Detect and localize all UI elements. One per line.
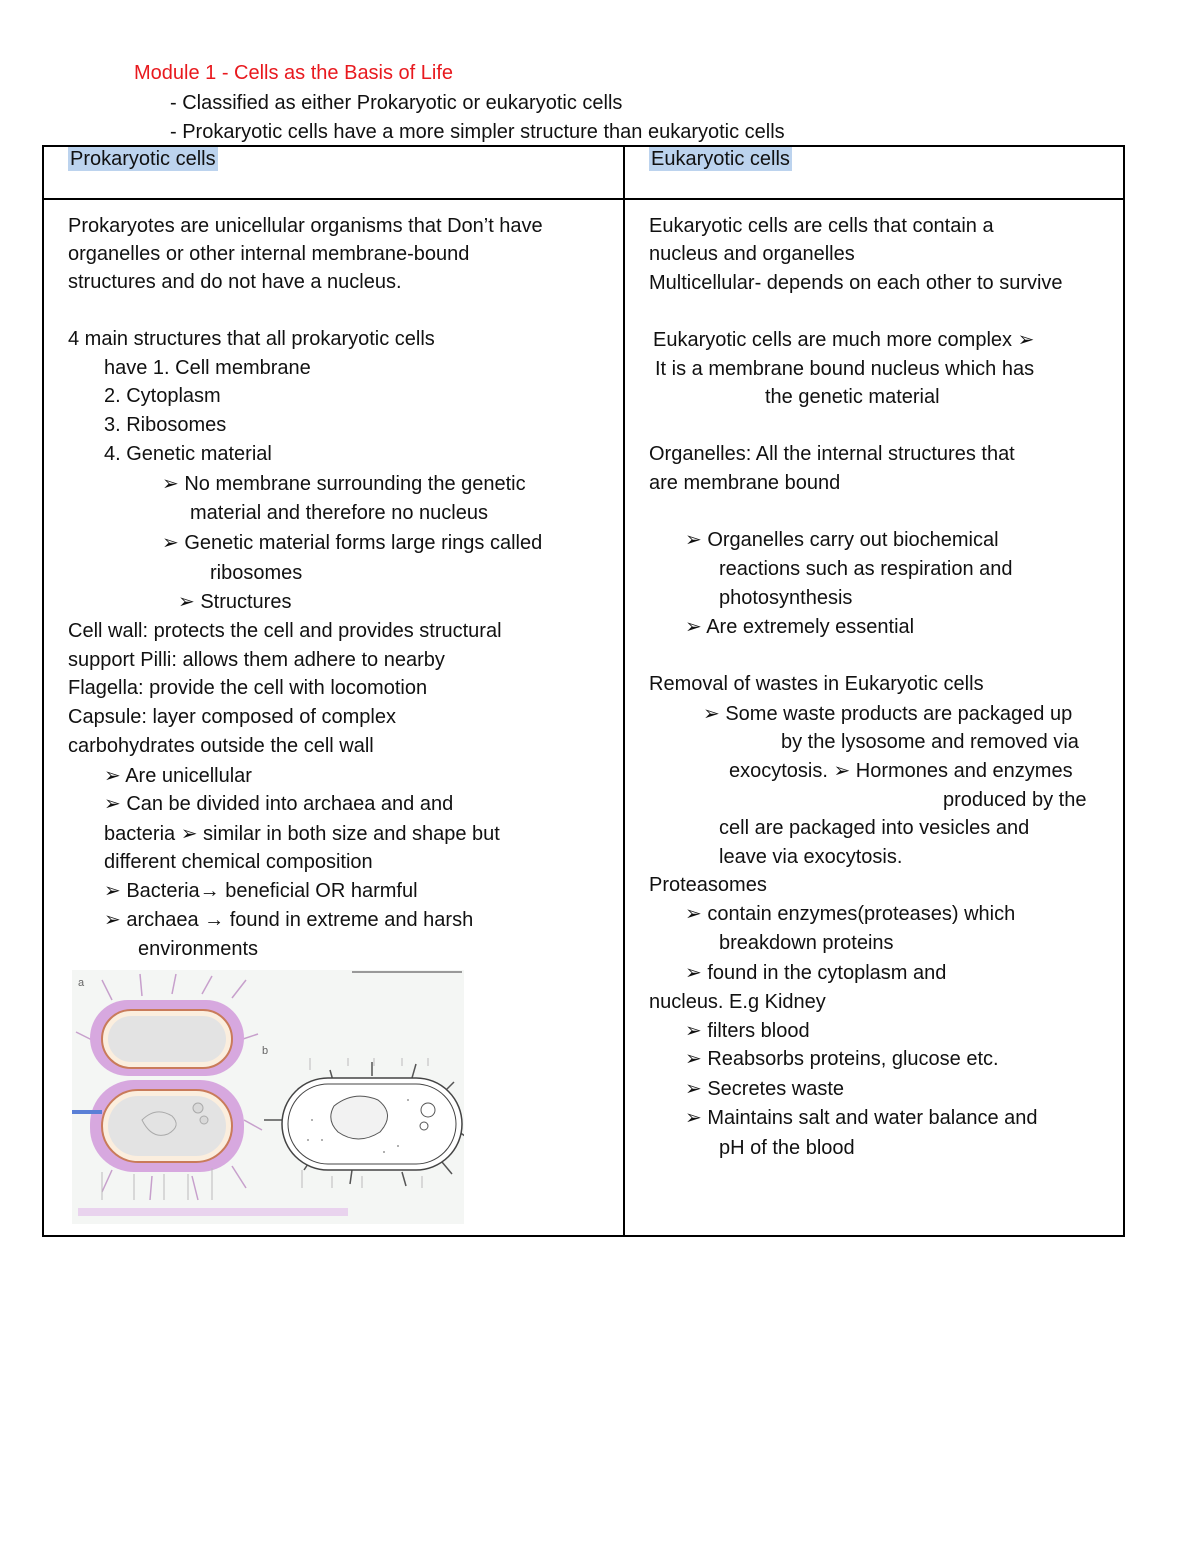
- text-line: Multicellular- depends on each other to survive: [649, 272, 1063, 294]
- text-line: exocytosis. ➢ Hormones and enzymes: [729, 760, 1073, 782]
- eukaryotic-cell-content: [624, 199, 1124, 1236]
- text-line: 4 main structures that all prokaryotic cells: [68, 328, 435, 350]
- text-line: Eukaryotic cells are cells that contain a: [649, 215, 994, 237]
- intro-bullet: - Prokaryotic cells have a more simpler structure than eukaryotic cells: [170, 121, 785, 143]
- text-line: photosynthesis: [719, 587, 853, 609]
- prokaryotic-heading: Prokaryotic cells: [70, 148, 216, 170]
- text-line: ➢ Genetic material forms large rings called: [162, 532, 543, 554]
- text-line: different chemical composition: [104, 851, 373, 873]
- text-line: Proteasomes: [649, 874, 767, 896]
- text-line: organelles or other internal membrane-bound: [68, 243, 470, 265]
- intro-bullet: - Classified as either Prokaryotic or eukaryotic cells: [170, 92, 623, 114]
- text-line: Cell wall: protects the cell and provides structural: [68, 620, 502, 642]
- text-line: cell are packaged into vesicles and: [719, 817, 1030, 839]
- text-line: ➢ Can be divided into archaea and and: [104, 793, 454, 815]
- text-line: 2. Cytoplasm: [104, 385, 221, 407]
- text-line: ➢ Organelles carry out biochemical: [685, 529, 999, 551]
- text-line: ➢ Structures: [178, 591, 292, 613]
- text-line: the genetic material: [765, 386, 940, 408]
- bacterial-cell-diagram: [72, 970, 464, 1224]
- text-line: ➢ Maintains salt and water balance and: [685, 1107, 1038, 1129]
- text-line: Prokaryotes are unicellular organisms that Don’t have: [68, 215, 543, 237]
- text-line: produced by the: [943, 789, 1087, 811]
- text-line: support Pilli: allows them adhere to nearby: [68, 649, 445, 671]
- text-line: ➢ Bacteria→ beneficial OR harmful: [104, 880, 418, 902]
- header-cell-eukaryotic: [624, 146, 1124, 199]
- text-line: reactions such as respiration and: [719, 558, 1013, 580]
- text-line: by the lysosome and removed via: [781, 731, 1079, 753]
- text-line: Flagella: provide the cell with locomotion: [68, 677, 428, 699]
- text-line: are membrane bound: [649, 472, 841, 494]
- text-line: breakdown proteins: [719, 932, 894, 954]
- page-title: Module 1 - Cells as the Basis of Life: [134, 62, 454, 84]
- header-cell-prokaryotic: [43, 146, 624, 199]
- text-line: have 1. Cell membrane: [104, 357, 311, 379]
- text-line: ➢ found in the cytoplasm and: [685, 962, 947, 984]
- text-line: nucleus. E.g Kidney: [649, 991, 826, 1013]
- text-line: material and therefore no nucleus: [190, 502, 488, 524]
- text-line: environments: [138, 938, 259, 960]
- text-line: pH of the blood: [719, 1137, 855, 1159]
- text-line: It is a membrane bound nucleus which has: [655, 358, 1035, 380]
- text-line: Organelles: All the internal structures that: [649, 443, 1015, 465]
- text-line: nucleus and organelles: [649, 243, 855, 265]
- eukaryotic-heading: Eukaryotic cells: [651, 148, 790, 170]
- text-line: leave via exocytosis.: [719, 846, 903, 868]
- text-line: ➢ Are unicellular: [104, 765, 252, 787]
- comparison-table: [42, 145, 1125, 1237]
- text-line: structures and do not have a nucleus.: [68, 271, 402, 293]
- text-line: ➢ No membrane surrounding the genetic: [162, 473, 526, 495]
- text-line: ➢ Some waste products are packaged up: [703, 703, 1073, 725]
- panel-a-label: a: [78, 977, 85, 989]
- panel-b-label: b: [262, 1045, 269, 1057]
- text-line: ➢ Are extremely essential: [685, 616, 915, 638]
- text-line: ribosomes: [210, 562, 303, 584]
- text-line: 3. Ribosomes: [104, 414, 227, 436]
- text-line: carbohydrates outside the cell wall: [68, 735, 374, 757]
- text-line: Capsule: layer composed of complex: [68, 706, 396, 728]
- table-header-row: [43, 146, 1124, 199]
- text-line: ➢ contain enzymes(proteases) which: [685, 903, 1016, 925]
- text-line: ➢ Reabsorbs proteins, glucose etc.: [685, 1048, 999, 1070]
- table-body-row: [43, 199, 1124, 1236]
- text-line: Removal of wastes in Eukaryotic cells: [649, 673, 984, 695]
- text-line: ➢ archaea → found in extreme and harsh: [104, 909, 474, 931]
- text-line: Eukaryotic cells are much more complex ➢: [653, 329, 1035, 351]
- text-line: ➢ Secretes waste: [685, 1078, 845, 1100]
- text-line: bacteria ➢ similar in both size and shape but: [104, 823, 500, 845]
- text-line: 4. Genetic material: [104, 443, 272, 465]
- prokaryotic-cell-content: [43, 199, 624, 1236]
- text-line: ➢ filters blood: [685, 1020, 810, 1042]
